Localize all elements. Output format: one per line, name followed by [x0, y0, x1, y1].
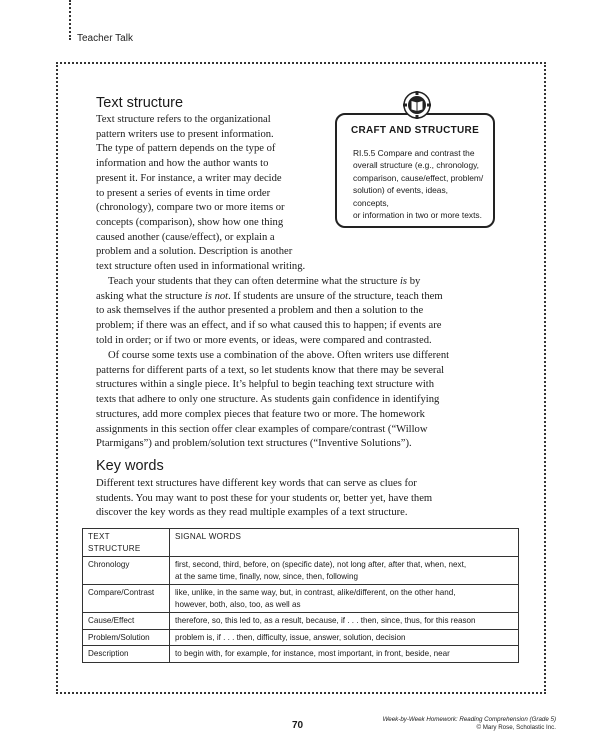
table-row: [83, 585, 519, 613]
standard-line: or information in two or more texts.: [353, 210, 482, 221]
signal-words-cell: problem is, if . . . then, difficulty, issue, answer, solution, decision: [170, 629, 519, 646]
intro-line: to present a series of events in time order: [96, 187, 271, 199]
p2-line: Teach your students that they can often determine what the structure is by: [108, 276, 421, 287]
table-row: [83, 646, 519, 663]
standard-line: solution) of events, ideas, concepts,: [353, 185, 448, 208]
header-signal-words: SIGNAL WORDS: [170, 529, 519, 557]
structure-cell: Compare/Contrast: [83, 585, 170, 613]
key-words-paragraph: [96, 477, 526, 521]
structure-cell: Cause/Effect: [83, 613, 170, 630]
p3-line: structures within a single piece. It’s helpful to begin teaching text structure with: [96, 379, 435, 391]
copyright: © Mary Rose, Scholastic Inc.: [476, 724, 556, 731]
standard-line: comparison, cause/effect, problem/: [353, 172, 484, 183]
table-row: [83, 629, 519, 646]
intro-line: (chronology), compare two or more items or: [96, 202, 285, 214]
p3-line: texts that adhere to only one structure. As students gain confidence in identifying: [96, 394, 440, 406]
p3-line: structures, add more complex pieces that feature two or more. The homework: [96, 408, 425, 420]
heading-key-words: Key words: [96, 458, 164, 474]
p2-line: asking what the structure is not. If students are unsure of the structure, teach them: [96, 290, 443, 302]
intro-line: Text structure refers to the organizational: [96, 114, 271, 125]
p3-line: patterns for different parts of a text, so let students know that there may be several: [96, 364, 445, 376]
intro-line: problem and a solution. Description is another: [96, 246, 293, 258]
p3-line: assignments in this section offer clear examples of compare/contrast (“Willow: [96, 423, 428, 435]
paragraph-2: [96, 275, 526, 349]
key-words-line: students. You may want to post these for your students or, better yet, have them: [96, 492, 433, 504]
intro-paragraph: [96, 113, 346, 275]
p2-line: to ask themselves if the author presented a problem and then a solution to the: [96, 305, 424, 317]
p3-line: Of course some texts use a combination of the above. Often writers use different: [108, 350, 450, 361]
standard-box-title: CRAFT AND STRUCTURE: [350, 125, 480, 136]
structure-cell: Problem/Solution: [83, 629, 170, 646]
table-row: [83, 613, 519, 630]
header-text-structure: TEXT STRUCTURE: [83, 529, 170, 557]
page-number: 70: [292, 720, 304, 731]
signal-words-table: [82, 528, 519, 663]
p2-line: told in order; or if two or more events, or ideas, were compared and contrasted.: [96, 334, 432, 346]
intro-line: caused another (cause/effect), or explain a: [96, 231, 275, 243]
structure-cell: Description: [83, 646, 170, 663]
signal-words-cell: therefore, so, this led to, as a result, because, if . . . then, since, thus, for this reason: [170, 613, 519, 630]
header-dotted-rule: [69, 0, 71, 40]
intro-line: pattern writers use to present information.: [96, 128, 274, 140]
paragraph-3: [96, 349, 526, 452]
p3-line: Ptarmigans”) and problem/solution text structures (“Inventive Solutions”).: [96, 438, 412, 450]
intro-line: concepts (comparison), show how one thing: [96, 216, 284, 228]
structure-cell: Chronology: [83, 557, 170, 585]
intro-line: present it. For instance, a writer may decide: [96, 172, 282, 184]
p2-line: problem; if there was an effect, and if so what caused this to happen; if events are: [96, 320, 442, 332]
key-words-line: Different text structures have different key words that can serve as clues for: [96, 478, 417, 489]
intro-line: text structure often used in informational writing.: [96, 261, 306, 273]
book-title: Week-by-Week Homework: Reading Comprehension (Grade 5): [382, 716, 556, 723]
signal-words-cell: like, unlike, in the same way, but, in contrast, alike/different, on the other hand, however, both, also, too, as well as: [170, 585, 519, 613]
section-label: Teacher Talk: [77, 33, 133, 44]
gear-book-icon: [402, 90, 432, 120]
standard-box-text: [353, 147, 485, 221]
standard-box: [335, 113, 495, 228]
signal-words-cell: to begin with, for example, for instance, most important, in front, beside, near: [170, 646, 519, 663]
heading-text-structure: Text structure: [96, 95, 184, 111]
signal-words-cell: first, second, third, before, on (specific date), not long after, after that, when, next, at the same time, finally, now, since, then, following: [170, 557, 519, 585]
table-header-row: [83, 529, 519, 557]
intro-line: information and how the author wants to: [96, 158, 269, 170]
table-row: [83, 557, 519, 585]
standard-line: overall structure (e.g., chronology,: [353, 160, 479, 171]
key-words-line: discover the key words as they read multiple examples of a text structure.: [96, 507, 408, 519]
standard-line: RI.5.5 Compare and contrast the: [353, 148, 475, 158]
footer-credit: [383, 716, 556, 732]
intro-line: The type of pattern depends on the type of: [96, 143, 276, 155]
